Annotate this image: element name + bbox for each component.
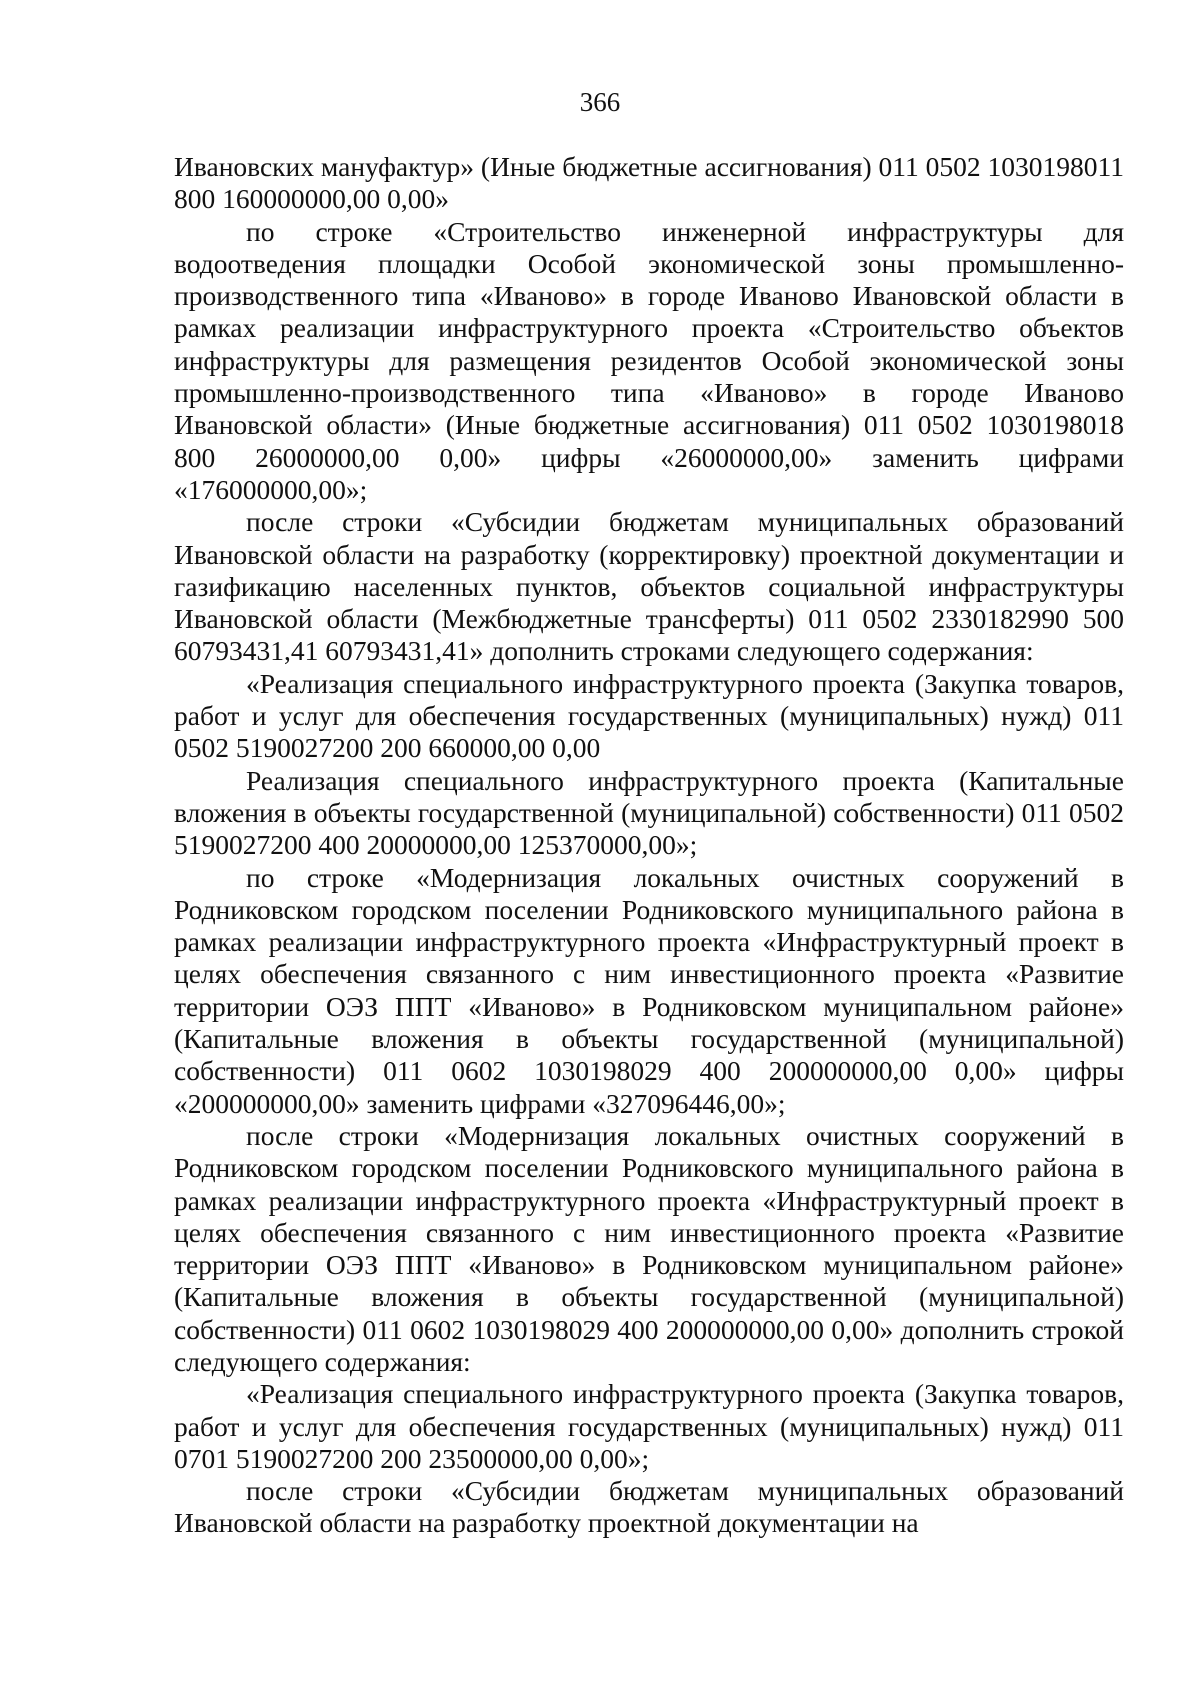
paragraph-inserted-line: «Реализация специального инфраструктурного проекта (Закупка товаров, работ и услуг для обеспечения государственных (муниципальных) нужд) 011 0701 5190027200 200 23500000,00 0,00»; <box>174 1378 1124 1474</box>
paragraph-amendment: после строки «Модернизация локальных очистных сооружений в Родниковском городском поселении Родниковского муниципального района в рамках реализации инфраструктурного проекта «Инфраструктурный проект в целях обеспечения связанного с ним инвестиционного проекта «Развитие территории ОЭЗ ППТ «Иваново» в Родниковском муниципальном районе» (Капитальные вложения в объекты государственной (муниципальной) собственности) 011 0602 1030198029 400 200000000,00 0,00» дополнить строкой следующего содержания: <box>174 1119 1124 1377</box>
paragraph-inserted-line: «Реализация специального инфраструктурного проекта (Закупка товаров, работ и услуг для обеспечения государственных (муниципальных) нужд) 011 0502 5190027200 200 660000,00 0,00 <box>174 667 1124 764</box>
paragraph-continuation: Ивановских мануфактур» (Иные бюджетные ассигнования) 011 0502 1030198011 800 160000000,00 0,00» <box>174 151 1124 215</box>
paragraph-inserted-line: Реализация специального инфраструктурного проекта (Капитальные вложения в объекты государственной (муниципальной) собственности) 011 0502 5190027200 400 20000000,00 125370000,00»; <box>174 764 1124 861</box>
paragraph-amendment: после строки «Субсидии бюджетам муниципальных образований Ивановской области на разработку (корректировку) проектной документации и газификацию населенных пунктов, объектов социальной инфраструктуры Ивановской области (Межбюджетные трансферты) 011 0502 2330182990 500 60793431,41 60793431,41» дополнить строками следующего содержания: <box>174 506 1124 667</box>
paragraph-amendment: после строки «Субсидии бюджетам муниципальных образований Ивановской области на разработку проектной документации на <box>174 1475 1124 1539</box>
page-number: 366 <box>579 87 621 117</box>
paragraph-amendment: по строке «Строительство инженерной инфраструктуры для водоотведения площадки Особой экономической зоны промышленно-производственного типа «Иваново» в городе Иваново Ивановской области в рамках реализации инфраструктурного проекта «Строительство объектов инфраструктуры для размещения резидентов Особой экономической зоны промышленно-производственного типа «Иваново» в городе Иваново Ивановской области» (Иные бюджетные ассигнования) 011 0502 1030198018 800 26000000,00 0,00» цифры «26000000,00» заменить цифрами «176000000,00»; <box>174 215 1124 505</box>
document-body <box>174 151 1124 1540</box>
paragraph-amendment: по строке «Модернизация локальных очистных сооружений в Родниковском городском поселении Родниковского муниципального района в рамках реализации инфраструктурного проекта «Инфраструктурный проект в целях обеспечения связанного с ним инвестиционного проекта «Развитие территории ОЭЗ ППТ «Иваново» в Родниковском муниципальном районе» (Капитальные вложения в объекты государственной (муниципальной) собственности) 011 0602 1030198029 400 200000000,00 0,00» цифры «200000000,00» заменить цифрами «327096446,00»; <box>174 861 1124 1119</box>
